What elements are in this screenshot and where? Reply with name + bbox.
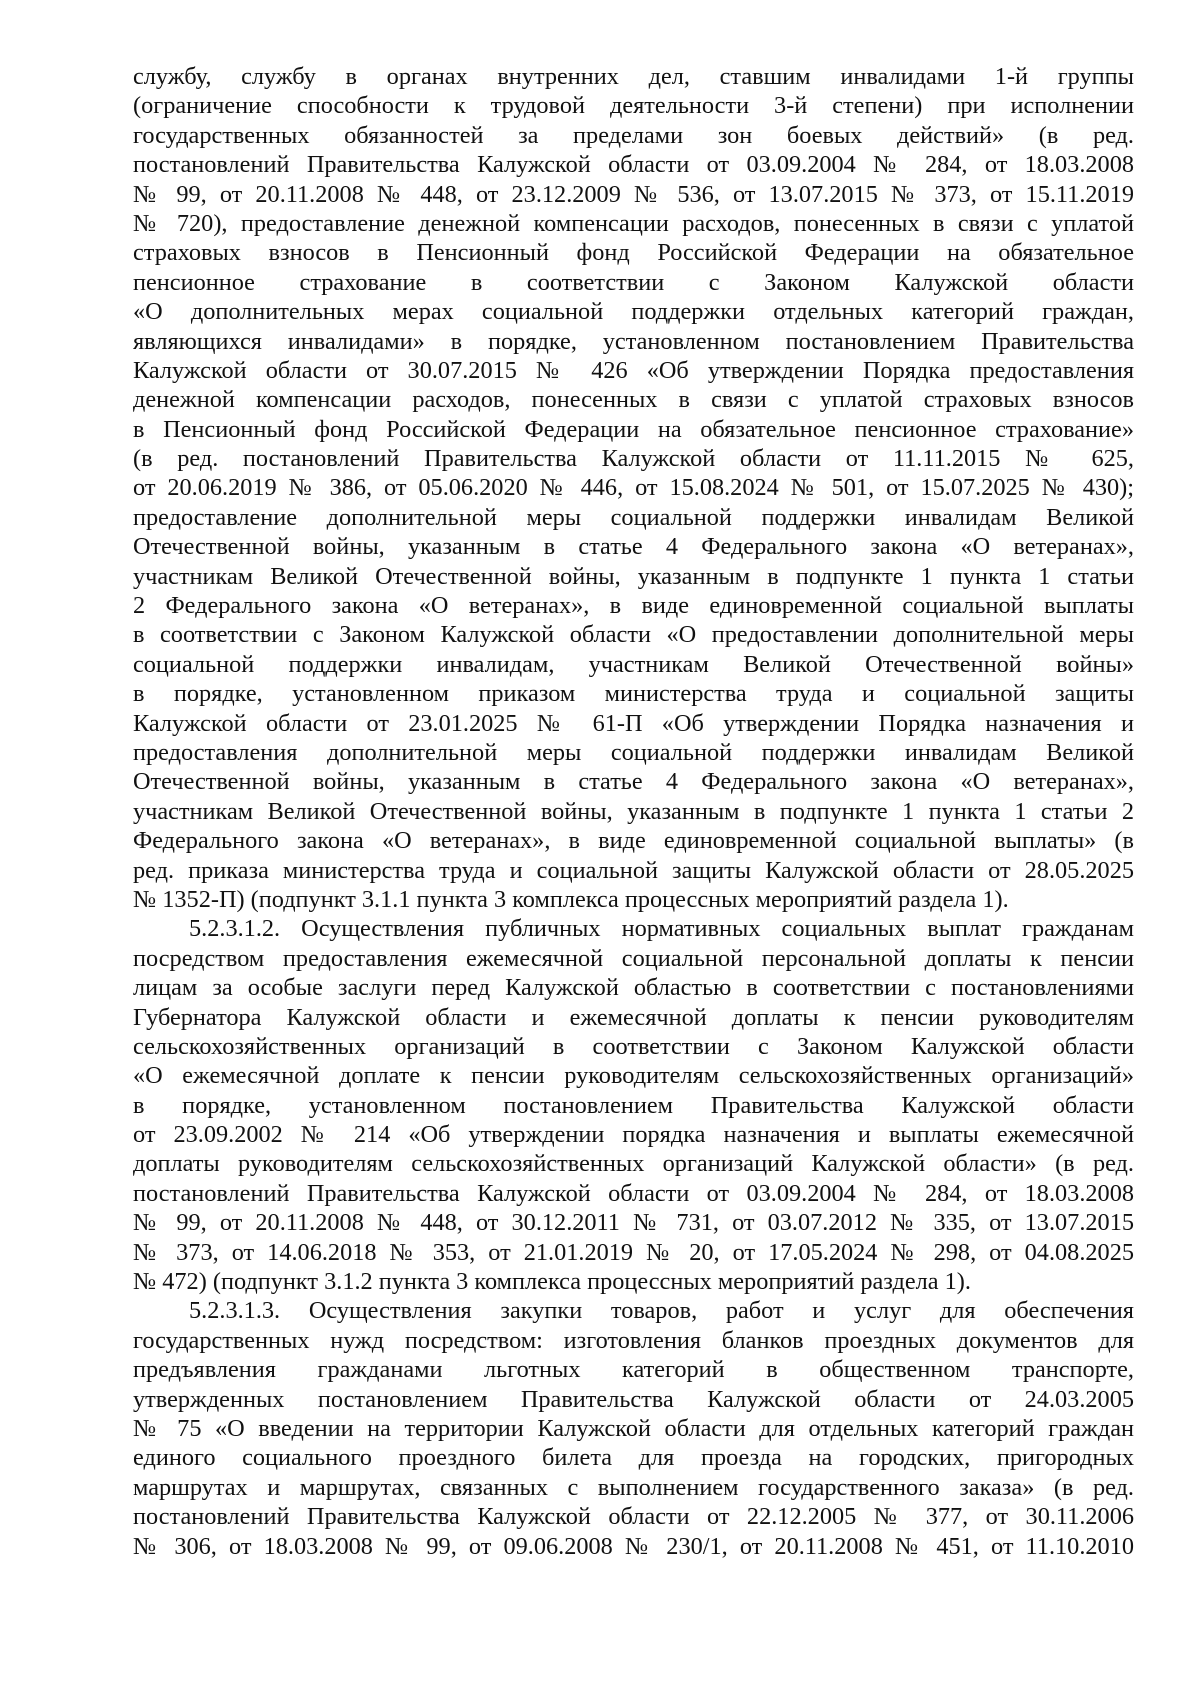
text-line: Отечественной войны, указанным в статье 4 Федерального закона «О ветеранах», <box>133 768 1134 796</box>
text-line: № 472) (подпункт 3.1.2 пункта 3 комплекса процессных мероприятий раздела 1). <box>133 1268 971 1296</box>
text-line: 2 Федерального закона «О ветеранах», в виде единовременной социальной выплаты <box>133 592 1134 620</box>
text-line: в соответствии с Законом Калужской области «О предоставлении дополнительной меры <box>133 621 1134 649</box>
paragraph <box>133 1296 1134 1561</box>
text-line: сельскохозяйственных организаций в соответствии с Законом Калужской области <box>133 1032 1134 1060</box>
text-line: участникам Великой Отечественной войны, указанным в подпункте 1 пункта 1 статьи <box>133 562 1134 590</box>
text-line: от 20.06.2019 № 386, от 05.06.2020 № 446, от 15.08.2024 № 501, от 15.07.2025 № 430); <box>133 474 1134 502</box>
text-line: Калужской области от 30.07.2015 № 426 «Об утверждении Порядка предоставления <box>133 356 1134 384</box>
text-line: № 1352-П) (подпункт 3.1.1 пункта 3 комплекса процессных мероприятий раздела 1). <box>133 885 1009 913</box>
text-line: в порядке, установленном постановлением Правительства Калужской области <box>133 1091 1134 1119</box>
text-line: в Пенсионный фонд Российской Федерации на обязательное пенсионное страхование» <box>133 415 1134 443</box>
text-line: № 99, от 20.11.2008 № 448, от 30.12.2011 № 731, от 03.07.2012 № 335, от 13.07.2015 <box>133 1209 1134 1237</box>
text-line: 5.2.3.1.3. Осуществления закупки товаров, работ и услуг для обеспечения <box>189 1297 1134 1325</box>
text-line: № 306, от 18.03.2008 № 99, от 09.06.2008 № 230/1, от 20.11.2008 № 451, от 11.10.2010 <box>133 1532 1134 1560</box>
paragraph <box>133 62 1134 914</box>
text-line: Отечественной войны, указанным в статье 4 Федерального закона «О ветеранах», <box>133 533 1134 561</box>
text-line: «О ежемесячной доплате к пенсии руководителям сельскохозяйственных организаций» <box>133 1062 1134 1090</box>
text-line: доплаты руководителям сельскохозяйственных организаций Калужской области» (в ред. <box>133 1150 1134 1178</box>
text-line: постановлений Правительства Калужской области от 03.09.2004 № 284, от 18.03.2008 <box>133 151 1134 179</box>
text-line: «О дополнительных мерах социальной поддержки отдельных категорий граждан, <box>133 298 1134 326</box>
text-line: постановлений Правительства Калужской области от 22.12.2005 № 377, от 30.11.2006 <box>133 1503 1134 1531</box>
text-line: лицам за особые заслуги перед Калужской областью в соответствии с постановлениями <box>133 974 1134 1002</box>
text-line: утвержденных постановлением Правительства Калужской области от 24.03.2005 <box>133 1385 1134 1413</box>
text-line: единого социального проездного билета для проезда на городских, пригородных <box>133 1444 1134 1472</box>
text-line: № 99, от 20.11.2008 № 448, от 23.12.2009 № 536, от 13.07.2015 № 373, от 15.11.2019 <box>133 180 1134 208</box>
text-line: предъявления гражданами льготных категорий в общественном транспорте, <box>133 1356 1134 1384</box>
text-line: Калужской области от 23.01.2025 № 61-П «Об утверждении Порядка назначения и <box>133 709 1134 737</box>
text-line: (ограничение способности к трудовой деятельности 3-й степени) при исполнении <box>133 92 1134 120</box>
text-line: посредством предоставления ежемесячной социальной персональной доплаты к пенсии <box>133 944 1134 972</box>
text-line: от 23.09.2002 № 214 «Об утверждении порядка назначения и выплаты ежемесячной <box>133 1121 1134 1149</box>
text-line: предоставление дополнительной меры социальной поддержки инвалидам Великой <box>133 503 1134 531</box>
text-line: № 75 «О введении на территории Калужской области для отдельных категорий граждан <box>133 1414 1134 1442</box>
paragraph <box>133 914 1134 1296</box>
text-line: постановлений Правительства Калужской области от 03.09.2004 № 284, от 18.03.2008 <box>133 1179 1134 1207</box>
text-line: маршрутах и маршрутах, связанных с выполнением государственного заказа» (в ред. <box>133 1473 1134 1501</box>
text-line: (в ред. постановлений Правительства Калужской области от 11.11.2015 № 625, <box>133 445 1134 473</box>
text-line: являющихся инвалидами» в порядке, установленном постановлением Правительства <box>133 327 1134 355</box>
text-line: в порядке, установленном приказом министерства труда и социальной защиты <box>133 680 1134 708</box>
document-body <box>133 62 1134 1561</box>
text-line: денежной компенсации расходов, понесенных в связи с уплатой страховых взносов <box>133 386 1134 414</box>
text-line: государственных нужд посредством: изготовления бланков проездных документов для <box>133 1326 1134 1354</box>
text-line: предоставления дополнительной меры социальной поддержки инвалидам Великой <box>133 738 1134 766</box>
text-line: социальной поддержки инвалидам, участникам Великой Отечественной войны» <box>133 650 1134 678</box>
text-line: участникам Великой Отечественной войны, указанным в подпункте 1 пункта 1 статьи 2 <box>133 797 1134 825</box>
text-line: № 373, от 14.06.2018 № 353, от 21.01.2019 № 20, от 17.05.2024 № 298, от 04.08.2025 <box>133 1238 1134 1266</box>
text-line: ред. приказа министерства труда и социальной защиты Калужской области от 28.05.2025 <box>133 856 1134 884</box>
text-line: государственных обязанностей за пределами зон боевых действий» (в ред. <box>133 121 1134 149</box>
text-line: № 720), предоставление денежной компенсации расходов, понесенных в связи с уплатой <box>133 209 1134 237</box>
text-line: Губернатора Калужской области и ежемесячной доплаты к пенсии руководителям <box>133 1003 1134 1031</box>
text-line: Федерального закона «О ветеранах», в виде единовременной социальной выплаты» (в <box>133 827 1134 855</box>
text-line: страховых взносов в Пенсионный фонд Российской Федерации на обязательное <box>133 239 1134 267</box>
text-line: пенсионное страхование в соответствии с Законом Калужской области <box>133 268 1134 296</box>
text-line: 5.2.3.1.2. Осуществления публичных нормативных социальных выплат гражданам <box>189 915 1134 943</box>
text-line: службу, службу в органах внутренних дел, ставшим инвалидами 1-й группы <box>133 63 1134 90</box>
